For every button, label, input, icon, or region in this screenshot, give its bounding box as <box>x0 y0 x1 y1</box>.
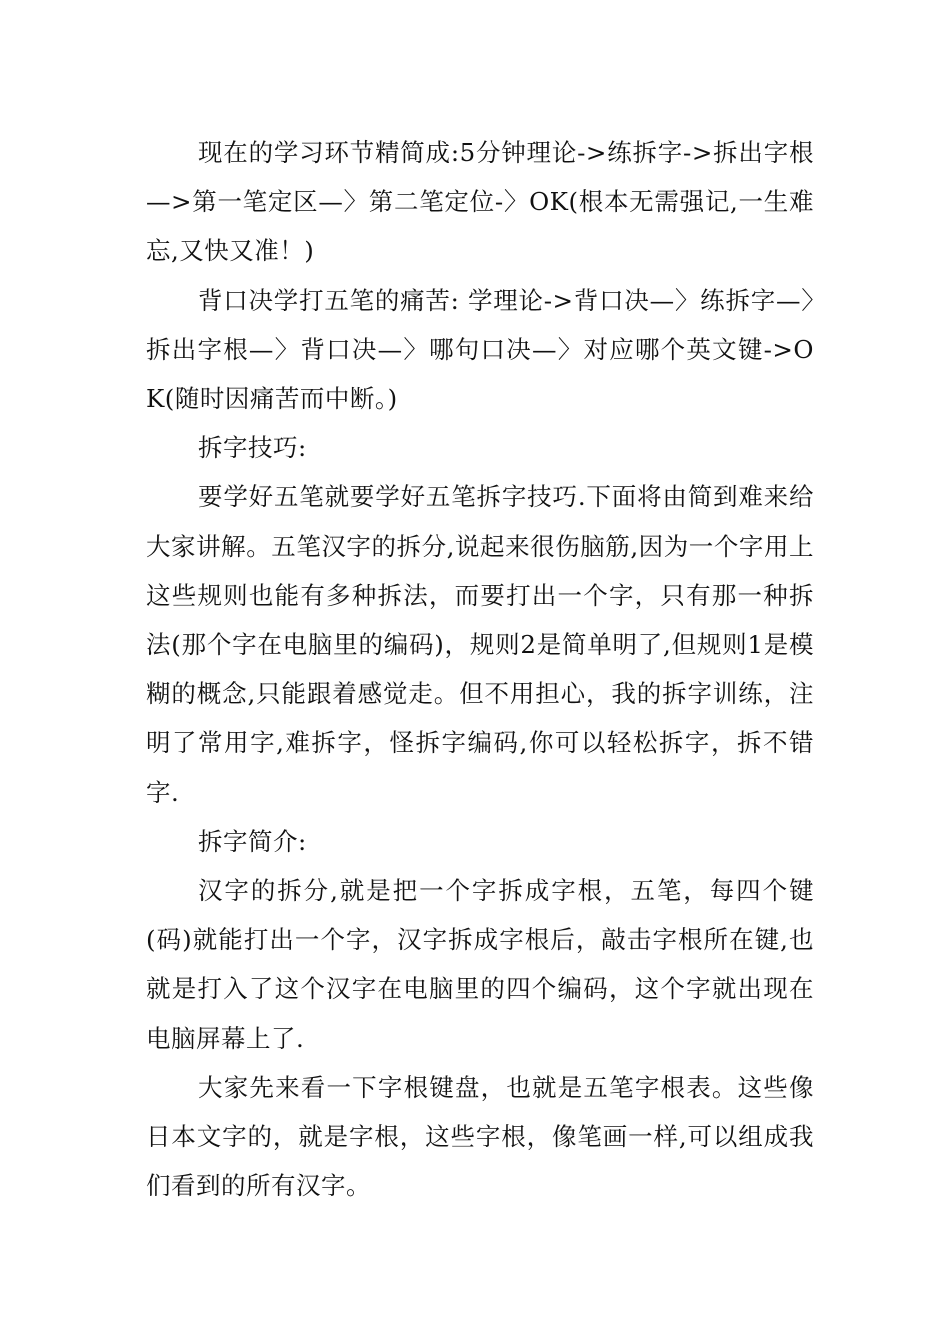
heading-splitting-intro: 拆字简介: <box>198 826 307 856</box>
paragraph-root-keyboard: 大家先来看一下字根键盘，也就是五笔字根表。这些像日本文字的，就是字根，这些字根，像笔画一样,可以组成我们看到的所有汉字。 <box>146 1072 814 1201</box>
heading-splitting-tips: 拆字技巧: <box>198 433 307 463</box>
paragraph-splitting-intro: 汉字的拆分,就是把一个字拆成字根，五笔，每四个键(码)就能打出一个字，汉字拆成字根后，敲击字根所在键,也就是打入了这个汉字在电脑里的四个编码，这个字就出现在电脑屏幕上了. <box>146 876 814 1053</box>
paragraph-splitting-tips: 要学好五笔就要学好五笔拆字技巧.下面将由简到难来给大家讲解。五笔汉字的拆分,说起来很伤脑筋,因为一个字用上这些规则也能有多种拆法，而要打出一个字，只有那一种拆法(那个字在电脑里的编码)，规则2是简单明了,但规则1是模糊的概念,只能跟着感觉走。但不用担心，我的拆字训练，注明了常用字,难拆字，怪拆字编码,你可以轻松拆字，拆不错字. <box>146 482 814 807</box>
paragraph-learning-steps: 现在的学习环节精简成:5分钟理论->练拆字->拆出字根—>第一笔定区—〉第二笔定位-〉OK(根本无需强记,一生难忘,又快又准！) <box>146 138 814 266</box>
document-body <box>146 128 814 1210</box>
paragraph-memorization-pain: 背口决学打五笔的痛苦: 学理论->背口决—〉练拆字—〉拆出字根—〉背口决—〉哪句口决—〉对应哪个英文键->OK(随时因痛苦而中断。) <box>146 285 814 414</box>
